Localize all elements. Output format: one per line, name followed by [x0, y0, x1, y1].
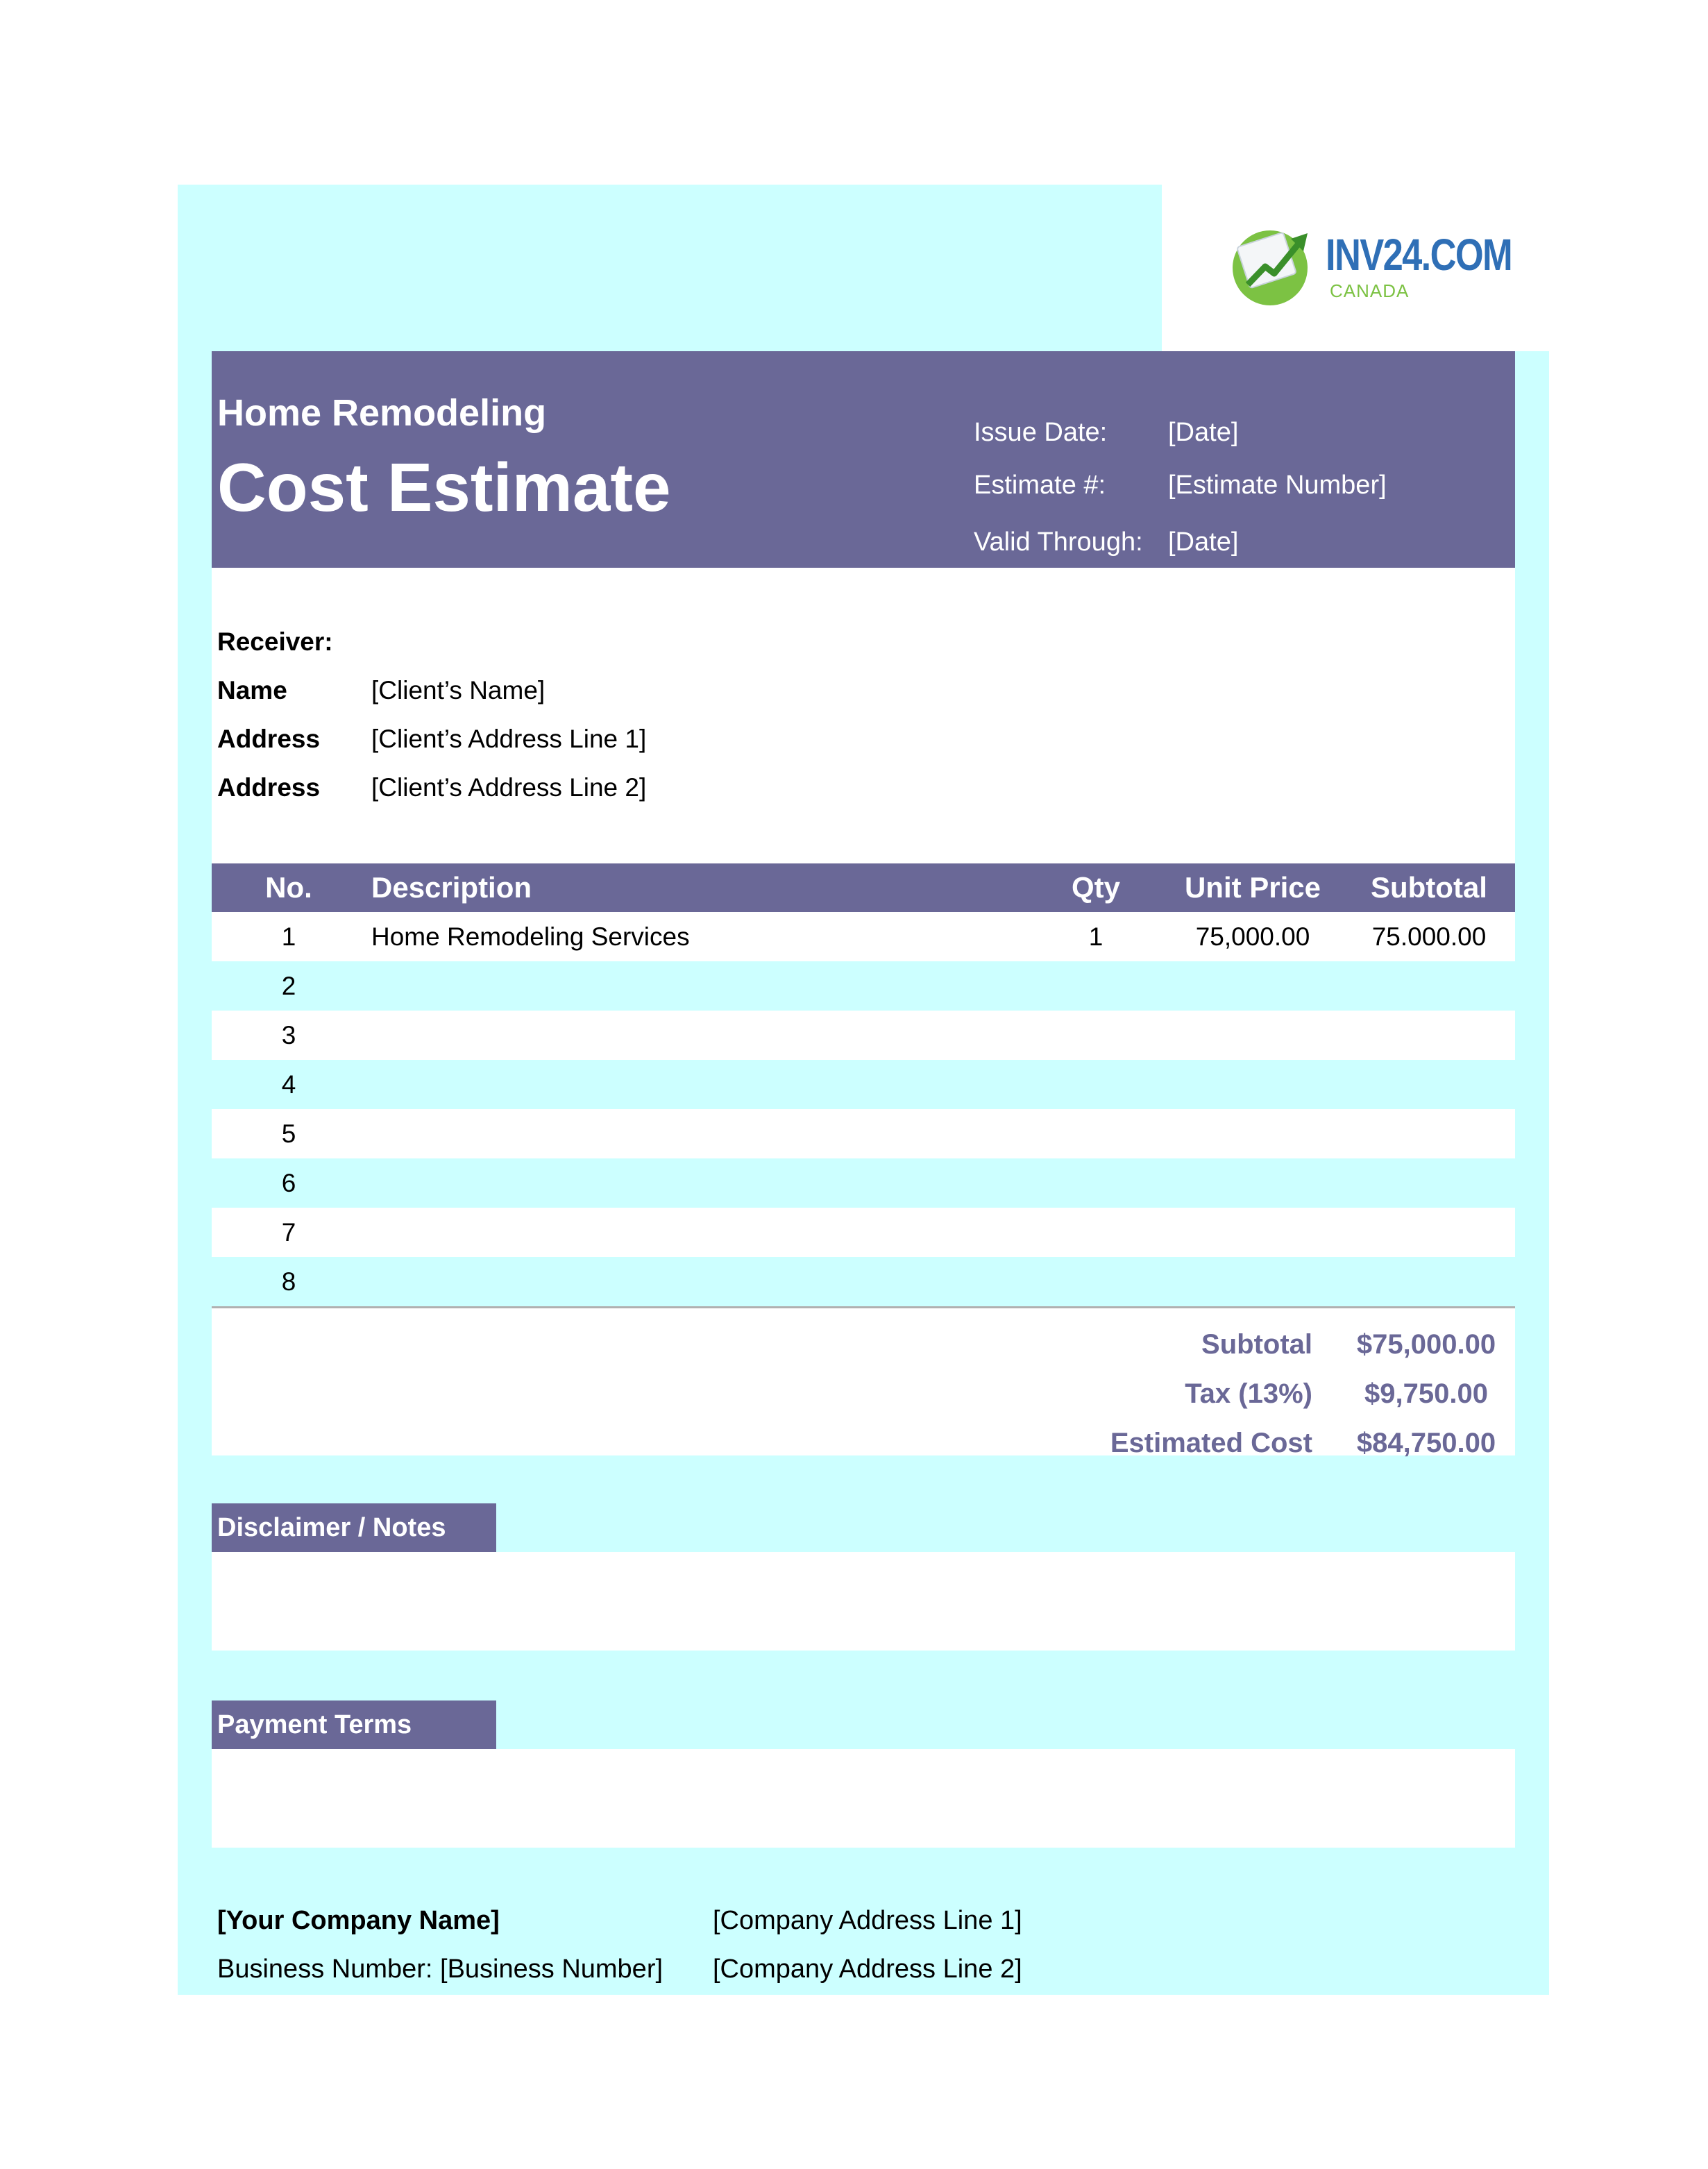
receiver-address1-value: [Client’s Address Line 1]	[371, 725, 647, 753]
table-row	[212, 1011, 1515, 1060]
col-qty: Qty	[1071, 871, 1120, 904]
logo-name: INV24.COM	[1326, 230, 1512, 280]
subtotal-value: $75,000.00	[1356, 1329, 1496, 1360]
logo	[1227, 218, 1519, 308]
table-header	[212, 863, 1515, 912]
notes-label: Disclaimer / Notes	[212, 1503, 496, 1552]
logo-subtitle: CANADA	[1330, 280, 1410, 301]
notes-section	[212, 1503, 1515, 1651]
estimate-number-label: Estimate #:	[974, 471, 1106, 500]
cell-no: 2	[281, 972, 296, 1000]
valid-through-label: Valid Through:	[974, 528, 1143, 557]
issue-date-label: Issue Date:	[974, 418, 1108, 447]
cell-description: Home Remodeling Services	[371, 922, 690, 951]
cell-no: 1	[281, 922, 296, 951]
payment-terms-field[interactable]	[212, 1749, 1515, 1848]
tax-label: Tax (13%)	[1185, 1378, 1312, 1409]
header-band	[212, 351, 1515, 568]
col-no: No.	[265, 871, 312, 904]
table-row	[212, 1109, 1515, 1158]
cell-subtotal: 75.000.00	[1371, 922, 1487, 951]
table-row	[212, 961, 1515, 1011]
payment-terms-section	[212, 1700, 1515, 1848]
document-title: Cost Estimate	[217, 449, 671, 525]
cell-no: 3	[281, 1021, 296, 1049]
totals-section	[212, 1306, 1515, 1458]
table-row	[212, 1158, 1515, 1208]
subtotal-label: Subtotal	[1201, 1329, 1312, 1360]
estimated-cost-value: $84,750.00	[1356, 1428, 1496, 1458]
cell-no: 6	[281, 1169, 296, 1197]
cell-no: 5	[281, 1120, 296, 1148]
cell-qty: 1	[1088, 922, 1104, 951]
col-subtotal: Subtotal	[1371, 871, 1487, 904]
receiver-address2-value: [Client’s Address Line 2]	[371, 773, 647, 802]
col-unit-price: Unit Price	[1184, 871, 1321, 904]
col-description: Description	[371, 871, 532, 904]
business-number: Business Number: [Business Number]	[217, 1955, 663, 1984]
receiver-name-value: [Client’s Name]	[371, 676, 546, 704]
table-row	[212, 1208, 1515, 1257]
receiver-section	[212, 568, 1515, 863]
notes-field[interactable]	[212, 1552, 1515, 1651]
tax-value: $9,750.00	[1364, 1378, 1488, 1409]
cell-no: 4	[281, 1070, 296, 1099]
company-address-line-2: [Company Address Line 2]	[713, 1955, 1022, 1984]
items-table	[212, 863, 1515, 1306]
document-subtitle: Home Remodeling	[217, 392, 547, 434]
issue-date-value: [Date]	[1168, 418, 1239, 447]
receiver-name-label: Name	[217, 676, 287, 704]
table-row	[212, 1060, 1515, 1109]
receiver-heading: Receiver:	[217, 627, 333, 656]
receiver-address1-label: Address	[217, 725, 321, 753]
estimated-cost-label: Estimated Cost	[1110, 1428, 1312, 1458]
company-address-line-1: [Company Address Line 1]	[713, 1906, 1022, 1935]
cell-no: 7	[281, 1218, 296, 1247]
cell-unit-price: 75,000.00	[1195, 922, 1310, 951]
cell-no: 8	[281, 1267, 296, 1296]
top-cyan-panel	[178, 185, 1162, 353]
valid-through-value: [Date]	[1168, 528, 1239, 557]
chart-arrow-logo-icon	[1227, 218, 1317, 308]
table-row	[212, 912, 1515, 961]
estimate-number-value: [Estimate Number]	[1168, 471, 1387, 500]
payment-terms-label: Payment Terms	[212, 1700, 496, 1749]
table-row	[212, 1257, 1515, 1306]
receiver-address2-label: Address	[217, 773, 321, 802]
company-name: [Your Company Name]	[217, 1906, 500, 1935]
